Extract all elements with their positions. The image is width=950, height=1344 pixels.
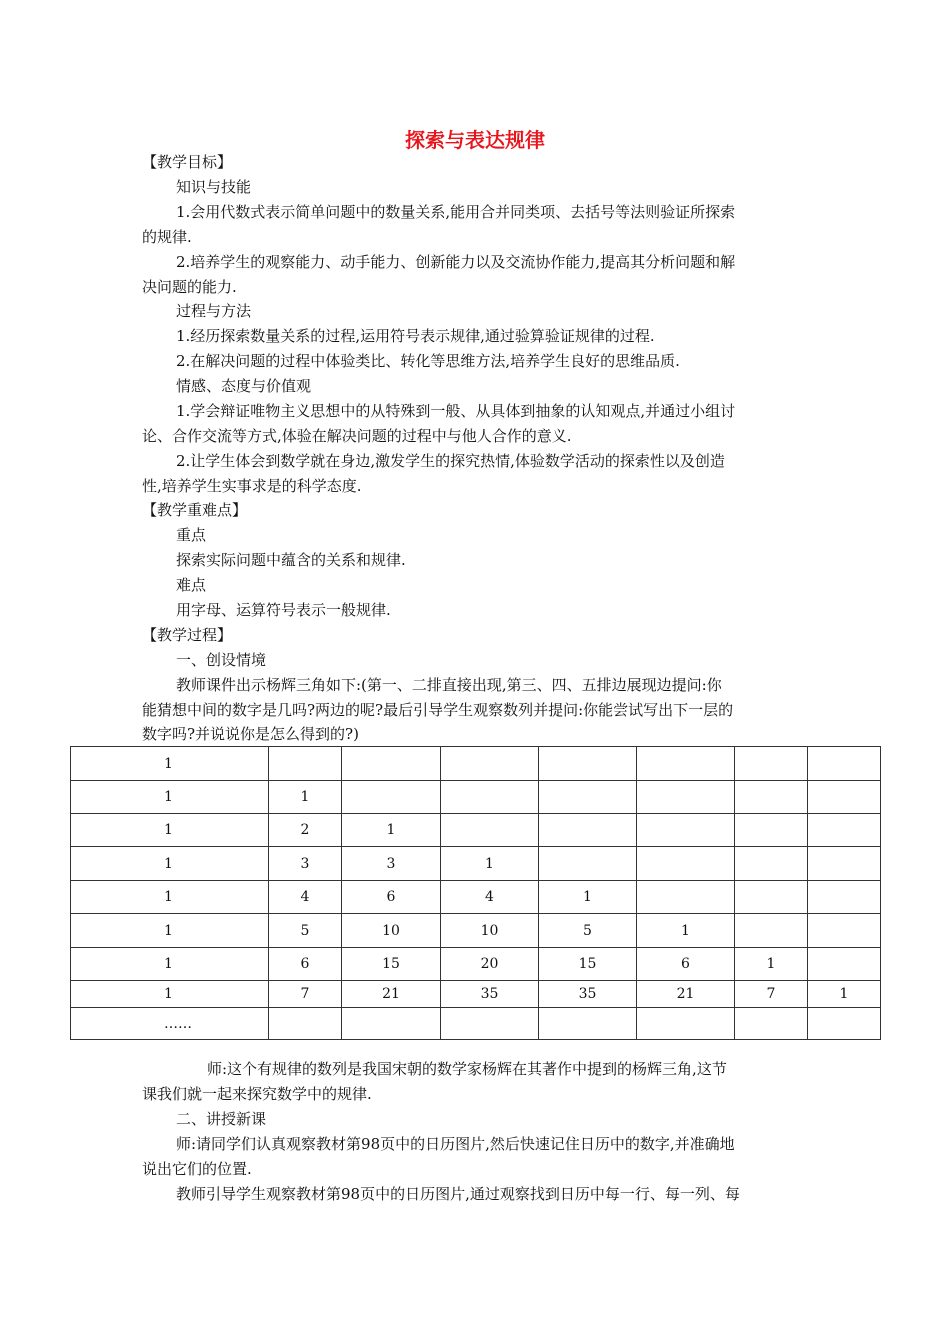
attitude-item-2: 2.让学生体会到数学就在身边,激发学生的探究热情,体验数学活动的探索性以及创造 — [176, 452, 725, 470]
process-item-2: 2.在解决问题的过程中体验类比、转化等思维方法,培养学生良好的思维品质. — [176, 352, 680, 370]
table-cell: 7 — [735, 981, 808, 1008]
table-cell — [637, 781, 735, 814]
table-cell — [735, 747, 808, 781]
table-cell — [808, 781, 881, 814]
table-cell — [441, 747, 539, 781]
table-cell: 4 — [269, 881, 342, 914]
table-cell: 1 — [808, 981, 881, 1008]
table-cell — [539, 747, 637, 781]
table-cell: 21 — [342, 981, 441, 1008]
keypoints-heading: 【教学重难点】 — [142, 501, 248, 519]
knowledge-item-1: 1.会用代数式表示简单问题中的数量关系,能用合并同类项、去括号等法则验证所探索 — [176, 203, 736, 221]
table-row — [71, 1008, 881, 1040]
table-cell — [735, 814, 808, 847]
table-cell: 21 — [637, 981, 735, 1008]
step1-paragraph-line1: 教师课件出示杨辉三角如下:(第一、二排直接出现,第三、四、五排边展现边提问:你 — [176, 676, 722, 694]
table-cell: 1 — [637, 914, 735, 948]
step2-line3: 教师引导学生观察教材第98页中的日历图片,通过观察找到日历中每一行、每一列、每 — [176, 1185, 740, 1203]
table-cell: 35 — [539, 981, 637, 1008]
table-cell: 1 — [539, 881, 637, 914]
table-cell: 3 — [342, 847, 441, 881]
table-row — [71, 881, 881, 914]
table-cell: 20 — [441, 948, 539, 981]
focus-heading: 重点 — [176, 526, 207, 544]
table-cell: 5 — [269, 914, 342, 948]
teaching-heading: 【教学过程】 — [142, 626, 233, 644]
attitude-item-2-cont: 性,培养学生实事求是的科学态度. — [142, 477, 362, 495]
table-cell: 1 — [71, 747, 269, 781]
table-cell — [808, 847, 881, 881]
table-cell — [342, 781, 441, 814]
table-cell: 1 — [441, 847, 539, 881]
table-cell: 3 — [269, 847, 342, 881]
process-heading: 过程与方法 — [176, 302, 252, 320]
table-row — [71, 747, 881, 781]
yanghui-triangle-table — [70, 746, 881, 1040]
table-cell: 1 — [71, 948, 269, 981]
table-cell: 7 — [269, 981, 342, 1008]
table-cell — [808, 914, 881, 948]
table-cell — [637, 881, 735, 914]
step2-heading: 二、讲授新课 — [176, 1110, 267, 1128]
table-cell — [441, 1008, 539, 1040]
table-cell — [808, 881, 881, 914]
table-cell — [539, 847, 637, 881]
table-cell: 15 — [539, 948, 637, 981]
table-cell: 1 — [269, 781, 342, 814]
step2-line2: 说出它们的位置. — [142, 1160, 252, 1178]
step1-heading: 一、创设情境 — [176, 651, 267, 669]
after-table-line1: 师:这个有规律的数列是我国宋朝的数学家杨辉在其著作中提到的杨辉三角,这节 — [207, 1060, 727, 1078]
table-cell: …… — [71, 1008, 269, 1040]
table-row — [71, 981, 881, 1008]
table-cell — [735, 914, 808, 948]
table-cell — [735, 781, 808, 814]
step2-line1: 师:请同学们认真观察教材第98页中的日历图片,然后快速记住日历中的数字,并准确地 — [176, 1135, 735, 1153]
focus-text: 探索实际问题中蕴含的关系和规律. — [176, 551, 406, 569]
table-cell: 10 — [441, 914, 539, 948]
table-cell: 1 — [735, 948, 808, 981]
table-cell — [735, 847, 808, 881]
difficulty-text: 用字母、运算符号表示一般规律. — [176, 601, 391, 619]
page-title: 探索与表达规律 — [405, 128, 545, 152]
table-cell — [539, 814, 637, 847]
table-cell — [808, 814, 881, 847]
step1-paragraph-line2: 能猜想中间的数字是几吗?两边的呢?最后引导学生观察数列并提问:你能尝试写出下一层的 — [142, 701, 734, 719]
attitude-item-1: 1.学会辩证唯物主义思想中的从特殊到一般、从具体到抽象的认知观点,并通过小组讨 — [176, 402, 736, 420]
difficulty-heading: 难点 — [176, 576, 207, 594]
table-cell — [539, 1008, 637, 1040]
attitude-item-1-cont: 论、合作交流等方式,体验在解决问题的过程中与他人合作的意义. — [142, 427, 572, 445]
table-row — [71, 814, 881, 847]
table-cell: 5 — [539, 914, 637, 948]
table-cell — [637, 814, 735, 847]
table-cell: 2 — [269, 814, 342, 847]
table-cell: 1 — [342, 814, 441, 847]
table-cell: 6 — [342, 881, 441, 914]
table-cell: 35 — [441, 981, 539, 1008]
after-table-line2: 课我们就一起来探究数学中的规律. — [142, 1085, 372, 1103]
table-cell — [539, 781, 637, 814]
table-cell — [441, 781, 539, 814]
knowledge-item-1-cont: 的规律. — [142, 228, 192, 246]
table-cell: 1 — [71, 814, 269, 847]
table-cell — [441, 814, 539, 847]
attitude-heading: 情感、态度与价值观 — [176, 377, 312, 395]
table-cell: 4 — [441, 881, 539, 914]
table-cell — [808, 747, 881, 781]
table-cell: 1 — [71, 881, 269, 914]
table-cell — [637, 847, 735, 881]
table-cell: 1 — [71, 847, 269, 881]
table-row — [71, 914, 881, 948]
table-cell — [808, 1008, 881, 1040]
table-row — [71, 948, 881, 981]
table-cell: 6 — [269, 948, 342, 981]
table-cell — [269, 747, 342, 781]
table-cell: 1 — [71, 981, 269, 1008]
table-cell — [735, 881, 808, 914]
table-row — [71, 781, 881, 814]
table-cell: 15 — [342, 948, 441, 981]
table-cell — [342, 1008, 441, 1040]
table-cell: 1 — [71, 781, 269, 814]
knowledge-item-2-cont: 决问题的能力. — [142, 278, 237, 296]
objectives-heading: 【教学目标】 — [142, 153, 233, 171]
table-cell — [808, 948, 881, 981]
table-cell — [342, 747, 441, 781]
table-cell: 10 — [342, 914, 441, 948]
table-cell — [637, 1008, 735, 1040]
table-cell — [637, 747, 735, 781]
table-row — [71, 847, 881, 881]
table-cell — [735, 1008, 808, 1040]
knowledge-heading: 知识与技能 — [176, 178, 252, 196]
table-cell — [269, 1008, 342, 1040]
table-cell: 1 — [71, 914, 269, 948]
step1-paragraph-line3: 数字吗?并说说你是怎么得到的?) — [142, 725, 359, 743]
knowledge-item-2: 2.培养学生的观察能力、动手能力、创新能力以及交流协作能力,提高其分析问题和解 — [176, 253, 736, 271]
table-cell: 6 — [637, 948, 735, 981]
process-item-1: 1.经历探索数量关系的过程,运用符号表示规律,通过验算验证规律的过程. — [176, 327, 655, 345]
